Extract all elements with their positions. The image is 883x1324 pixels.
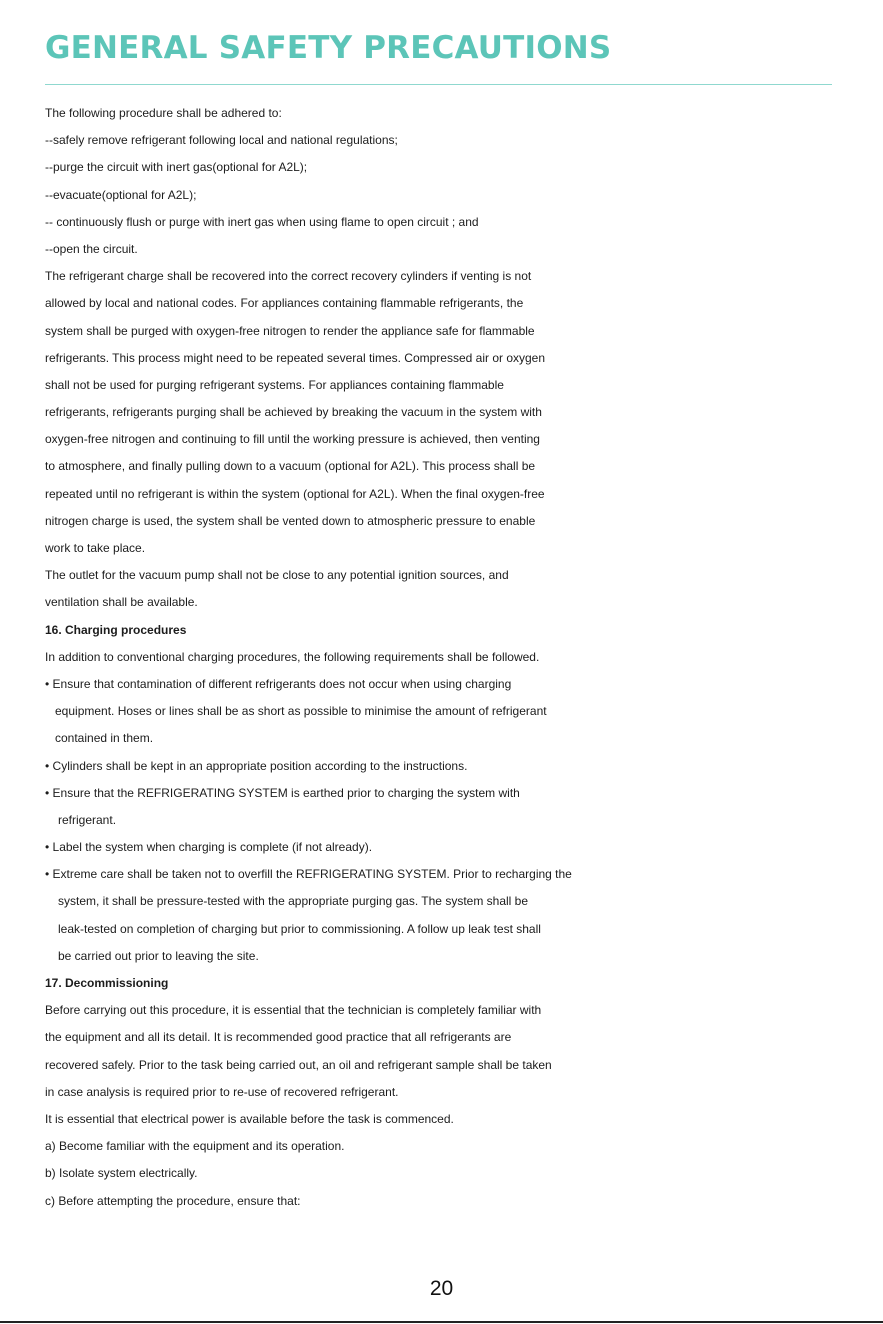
list-item: c) Before attempting the procedure, ensure that: bbox=[45, 1193, 301, 1208]
bullet-continuation: system, it shall be pressure-tested with the appropriate purging gas. The system shall be bbox=[58, 894, 529, 909]
bullet-continuation: refrigerant. bbox=[58, 812, 117, 827]
page-title: GENERAL SAFETY PRECAUTIONS bbox=[45, 30, 612, 66]
bullet-continuation: be carried out prior to leaving the site. bbox=[58, 948, 259, 963]
intro-line: The following procedure shall be adhered to: bbox=[45, 106, 282, 120]
title-divider bbox=[45, 84, 832, 85]
paragraph-line: oxygen-free nitrogen and continuing to fill until the working pressure is achieved, then venting bbox=[45, 432, 540, 447]
page-bottom-border bbox=[0, 1321, 883, 1323]
paragraph-line: Before carrying out this procedure, it is essential that the technician is completely familiar with bbox=[45, 1003, 542, 1018]
paragraph-line: The outlet for the vacuum pump shall not be close to any potential ignition sources, and bbox=[45, 568, 509, 583]
paragraph-line: system shall be purged with oxygen-free nitrogen to render the appliance safe for flammable bbox=[45, 323, 535, 338]
list-item: a) Become familiar with the equipment and its operation. bbox=[45, 1139, 345, 1154]
bullet-item: • Cylinders shall be kept in an appropriate position according to the instructions. bbox=[45, 758, 468, 773]
bullet-continuation: leak-tested on completion of charging but prior to commissioning. A follow up leak test shall bbox=[58, 921, 541, 936]
paragraph-line: repeated until no refrigerant is within the system (optional for A2L). When the final oxygen-free bbox=[45, 486, 545, 501]
procedure-step: --safely remove refrigerant following local and national regulations; bbox=[45, 133, 398, 148]
paragraph-line: the equipment and all its detail. It is recommended good practice that all refrigerants are bbox=[45, 1030, 512, 1045]
procedure-step: --evacuate(optional for A2L); bbox=[45, 187, 197, 202]
paragraph-line: refrigerants, refrigerants purging shall be achieved by breaking the vacuum in the system with bbox=[45, 405, 542, 420]
bullet-item: • Ensure that the REFRIGERATING SYSTEM is earthed prior to charging the system with bbox=[45, 785, 520, 800]
page-number: 20 bbox=[429, 1277, 454, 1300]
paragraph-line: allowed by local and national codes. For appliances containing flammable refrigerants, the bbox=[45, 296, 524, 311]
paragraph-line: shall not be used for purging refrigerant systems. For appliances containing flammable bbox=[45, 377, 504, 392]
section-heading-decommissioning: 17. Decommissioning bbox=[45, 976, 169, 990]
paragraph-line: recovered safely. Prior to the task being carried out, an oil and refrigerant sample shall be taken bbox=[45, 1057, 552, 1072]
paragraph-line: The refrigerant charge shall be recovered into the correct recovery cylinders if venting is not bbox=[45, 269, 532, 284]
list-item: b) Isolate system electrically. bbox=[45, 1166, 198, 1181]
paragraph-line: In addition to conventional charging procedures, the following requirements shall be followed. bbox=[45, 649, 540, 664]
procedure-step: -- continuously flush or purge with inert gas when using flame to open circuit ; and bbox=[45, 214, 479, 229]
paragraph-line: nitrogen charge is used, the system shall be vented down to atmospheric pressure to enable bbox=[45, 513, 536, 528]
bullet-continuation: contained in them. bbox=[55, 731, 154, 746]
bullet-item: • Label the system when charging is complete (if not already). bbox=[45, 840, 373, 855]
bullet-item: • Ensure that contamination of different refrigerants does not occur when using charging bbox=[45, 676, 512, 691]
paragraph-line: refrigerants. This process might need to be repeated several times. Compressed air or oxygen bbox=[45, 350, 546, 365]
paragraph-line: It is essential that electrical power is available before the task is commenced. bbox=[45, 1111, 454, 1126]
procedure-step: --open the circuit. bbox=[45, 241, 138, 256]
section-heading-charging: 16. Charging procedures bbox=[45, 622, 187, 637]
body-text bbox=[45, 100, 845, 1215]
procedure-step: --purge the circuit with inert gas(optional for A2L); bbox=[45, 160, 308, 175]
paragraph-line: work to take place. bbox=[45, 541, 146, 555]
paragraph-line: ventilation shall be available. bbox=[45, 595, 198, 610]
paragraph-line: to atmosphere, and finally pulling down to a vacuum (optional for A2L). This process shall be bbox=[45, 459, 536, 474]
paragraph-line: in case analysis is required prior to re-use of recovered refrigerant. bbox=[45, 1084, 399, 1099]
bullet-continuation: equipment. Hoses or lines shall be as short as possible to minimise the amount of refrigerant bbox=[55, 704, 547, 719]
bullet-item: • Extreme care shall be taken not to overfill the REFRIGERATING SYSTEM. Prior to recharging the bbox=[45, 867, 572, 882]
